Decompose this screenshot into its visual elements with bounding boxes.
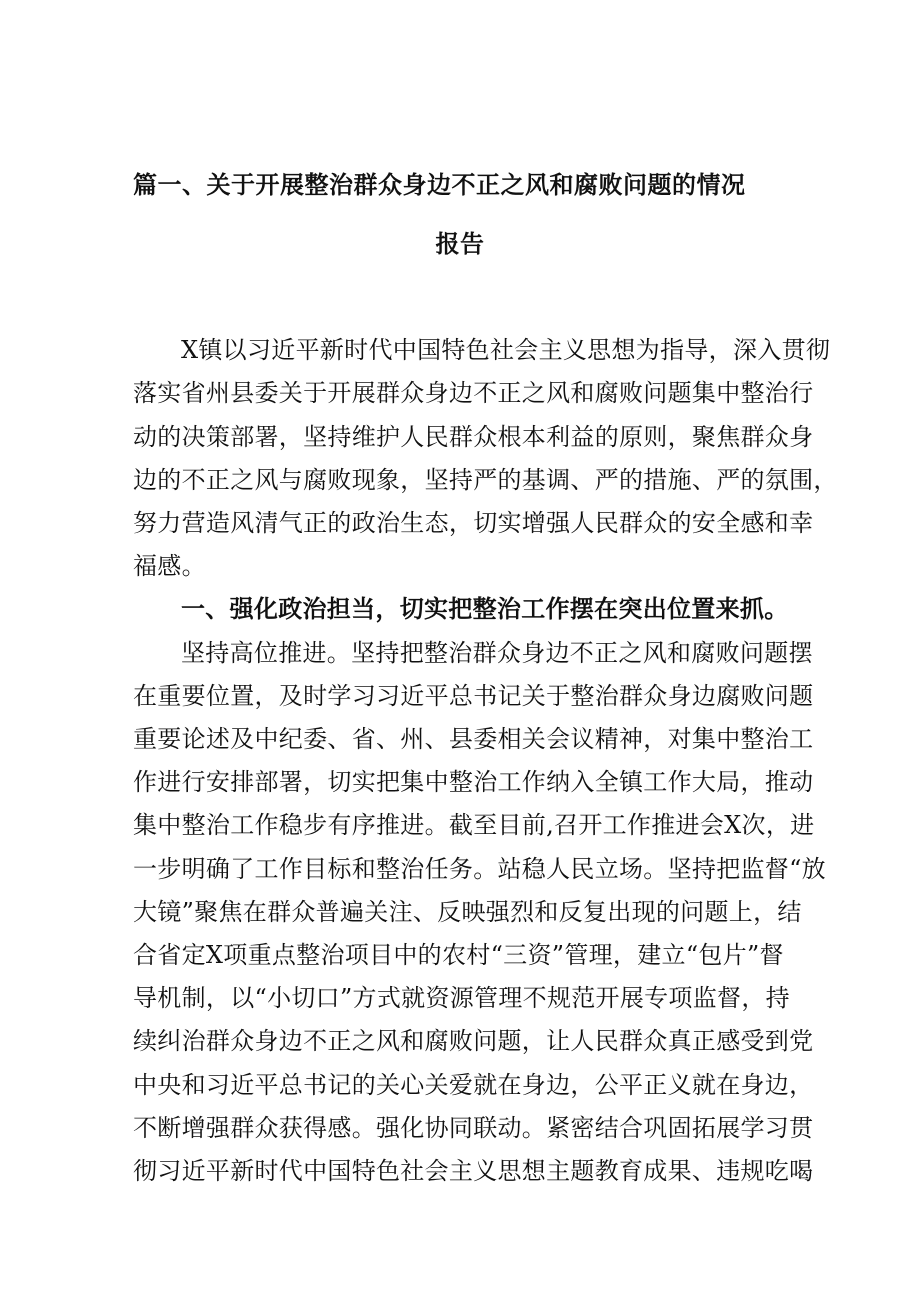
paragraph-line: 落实省州县委关于开展群众身边不正之风和腐败问题集中整治行: [133, 379, 814, 407]
paragraph-line: 大镜”聚焦在群众普遍关注、反映强烈和反复出现的问题上，结: [133, 898, 802, 926]
paragraph-line: 续纠治群众身边不正之风和腐败问题，让人民群众真正感受到党: [133, 1027, 814, 1055]
paragraph-line: 努力营造风清气正的政治生态，切实增强人民群众的安全感和幸: [133, 509, 814, 537]
paragraph-line: 一步明确了工作目标和整治任务。站稳人民立场。坚持把监督“放: [133, 855, 826, 883]
paragraph-line: X镇以习近平新时代中国特色社会主义思想为指导，深入贯彻: [181, 336, 831, 364]
paragraph-line: 集中整治工作稳步有序推进。截至目前,召开工作推进会X次，进: [133, 811, 815, 839]
paragraph-line: 中央和习近平总书记的关心关爱就在身边，公平正义就在身边，: [133, 1071, 814, 1099]
paragraph-line: 导机制，以“小切口”方式就资源管理不规范开展专项监督，持: [133, 984, 790, 1012]
paragraph-line: 彻习近平新时代中国特色社会主义思想主题教育成果、违规吃喝: [133, 1157, 814, 1185]
paragraph-line: 福感。: [133, 552, 206, 580]
paragraph-line: 重要论述及中纪委、省、州、县委相关会议精神，对集中整治工: [133, 725, 814, 753]
paragraph-line: 合省定X项重点整治项目中的农村“三资”管理，建立“包片”督: [133, 941, 784, 969]
paragraph-line: 动的决策部署，坚持维护人民群众根本利益的原则，聚焦群众身: [133, 423, 814, 451]
paragraph-line: 在重要位置，及时学习习近平总书记关于整治群众身边腐败问题: [133, 682, 814, 710]
paragraph-line: 作进行安排部署，切实把集中整治工作纳入全镇工作大局，推动: [133, 768, 814, 796]
paragraph-line: 不断增强群众获得感。强化协同联动。紧密结合巩固拓展学习贯: [133, 1114, 814, 1142]
paragraph-line: 坚持高位推进。坚持把整治群众身边不正之风和腐败问题摆: [181, 639, 813, 667]
paragraph-line: 边的不正之风与腐败现象，坚持严的基调、严的措施、严的氛围，: [133, 466, 838, 494]
document-title-line-1: 篇一、关于开展整治群众身边不正之风和腐败问题的情况: [133, 171, 746, 199]
document-title-line-2: 报告: [435, 230, 485, 258]
section-heading: 一、强化政治担当，切实把整治工作摆在突出位置来抓。: [181, 595, 789, 623]
